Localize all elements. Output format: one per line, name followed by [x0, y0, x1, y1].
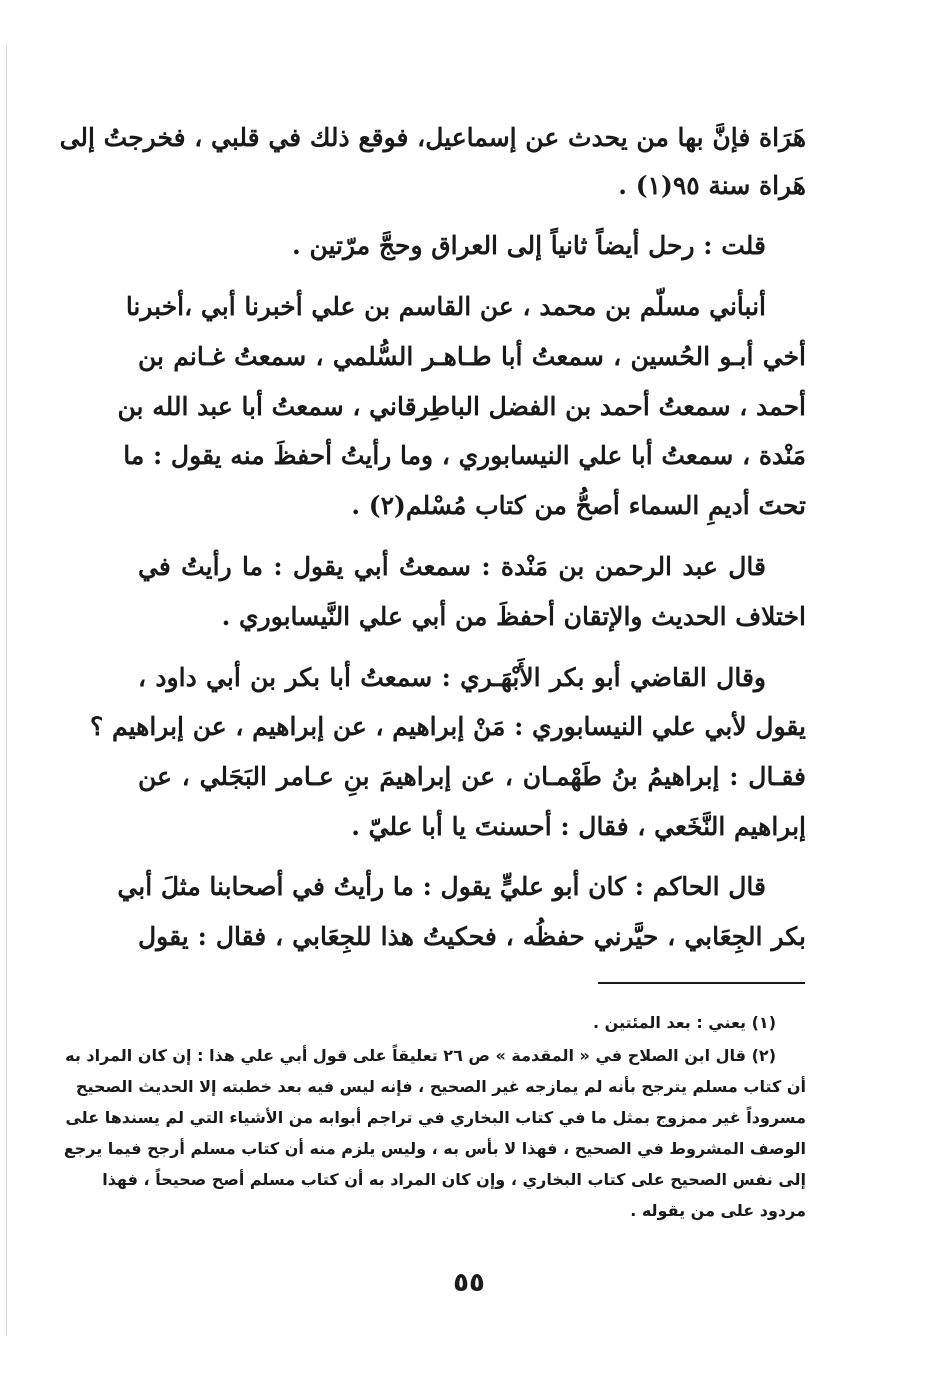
page-edge-line [6, 44, 7, 1336]
body-line: يقول لأبي علي النيسابوري : مَنْ إبراهيم ، عن إبراهيم ، عن إبراهيم ؟ [90, 712, 806, 741]
body-line: تحتَ أديمِ السماء أصحُّ من كتاب مُسْلم(٢) . [351, 491, 806, 520]
body-line: أنبأني مسلّم بن محمد ، عن القاسم بن علي أخبرنا أبي ،أخبرنا [125, 292, 766, 321]
page-number: ٥٥ [453, 1268, 485, 1298]
body-line: أخي أبـو الحُسين ، سمعتُ أبا طـاهـر السُّلمي ، سمعتُ غـانم بن [138, 342, 806, 371]
body-line: فقـال : إبراهيمُ بنُ طَهْمـان ، عن إبراهيمَ بنِ عـامر البَجَلي ، عن [138, 762, 806, 791]
body-line: أحمد ، سمعتُ أحمد بن الفضل الباطِرقاني ، سمعتُ أبا عبد الله بن [117, 392, 806, 421]
footnote-line: مردود على من يقوله . [630, 1201, 806, 1220]
body-line: هَرَاة فإنَّ بها من يحدث عن إسماعيل، فوقع ذلك في قلبي ، فخرجتُ إلى [59, 123, 806, 152]
footnote-line: (١) يعني : بعد المئتين . [593, 1013, 776, 1032]
body-line: هَراة سنة ٩٥(١) . [618, 171, 806, 200]
footnote-line: الوصف المشروط في الصحيح ، فهذا لا بأس به ، وليس يلزم منه أن كتاب مسلم أرجح فيما يرجع [63, 1139, 806, 1158]
footnote-line: (٢) قال ابن الصلاح في « المقدمة » ص ٢٦ تعليقاً على قول أبي علي هذا : إن كان المراد به [65, 1046, 776, 1065]
body-line: إبراهيم النَّخَعي ، فقال : أحسنتَ يا أبا عليّ . [351, 812, 806, 841]
body-line: مَنْدة ، سمعتُ أبا علي النيسابوري ، وما رأيتُ أحفظَ منه يقول : ما [123, 441, 806, 470]
body-line: قال عبد الرحمن بن مَنْدة : سمعتُ أبي يقول : ما رأيتُ في [138, 552, 766, 581]
body-line: بكر الجِعَابي ، حيَّرني حفظُه ، فحكيتُ هذا للجِعَابي ، فقال : يقول [138, 922, 806, 951]
body-line: وقال القاضي أبو بكر الأَبْهَـري : سمعتُ أبا بكر بن أبي داود ، [138, 663, 766, 692]
body-line: قال الحاكم : كان أبو عليٍّ يقول : ما رأيتُ في أصحابنا مثلَ أبي [117, 872, 766, 901]
footnote-separator [598, 982, 805, 984]
footnote-line: أن كتاب مسلم يترجح بأنه لم يمازجه غير الصحيح ، فإنه ليس فيه بعد خطبته إلا الحديث الصحيح [75, 1077, 806, 1096]
footnote-line: مسروداً غير ممزوج بمثل ما في كتاب البخاري في تراجم أبوابه من الأشياء التي لم يسندها على [65, 1108, 806, 1127]
body-line: قلت : رحل أيضاً ثانياً إلى العراق وحجَّ مرّتين . [292, 231, 766, 260]
body-line: اختلاف الحديث والإتقان أحفظَ من أبي علي النَّيسابوري . [221, 602, 806, 631]
footnote-line: إلى نفس الصحيح على كتاب البخاري ، وإن كان المراد به أن كتاب مسلم أصح صحيحاً ، فهذا [102, 1170, 806, 1189]
